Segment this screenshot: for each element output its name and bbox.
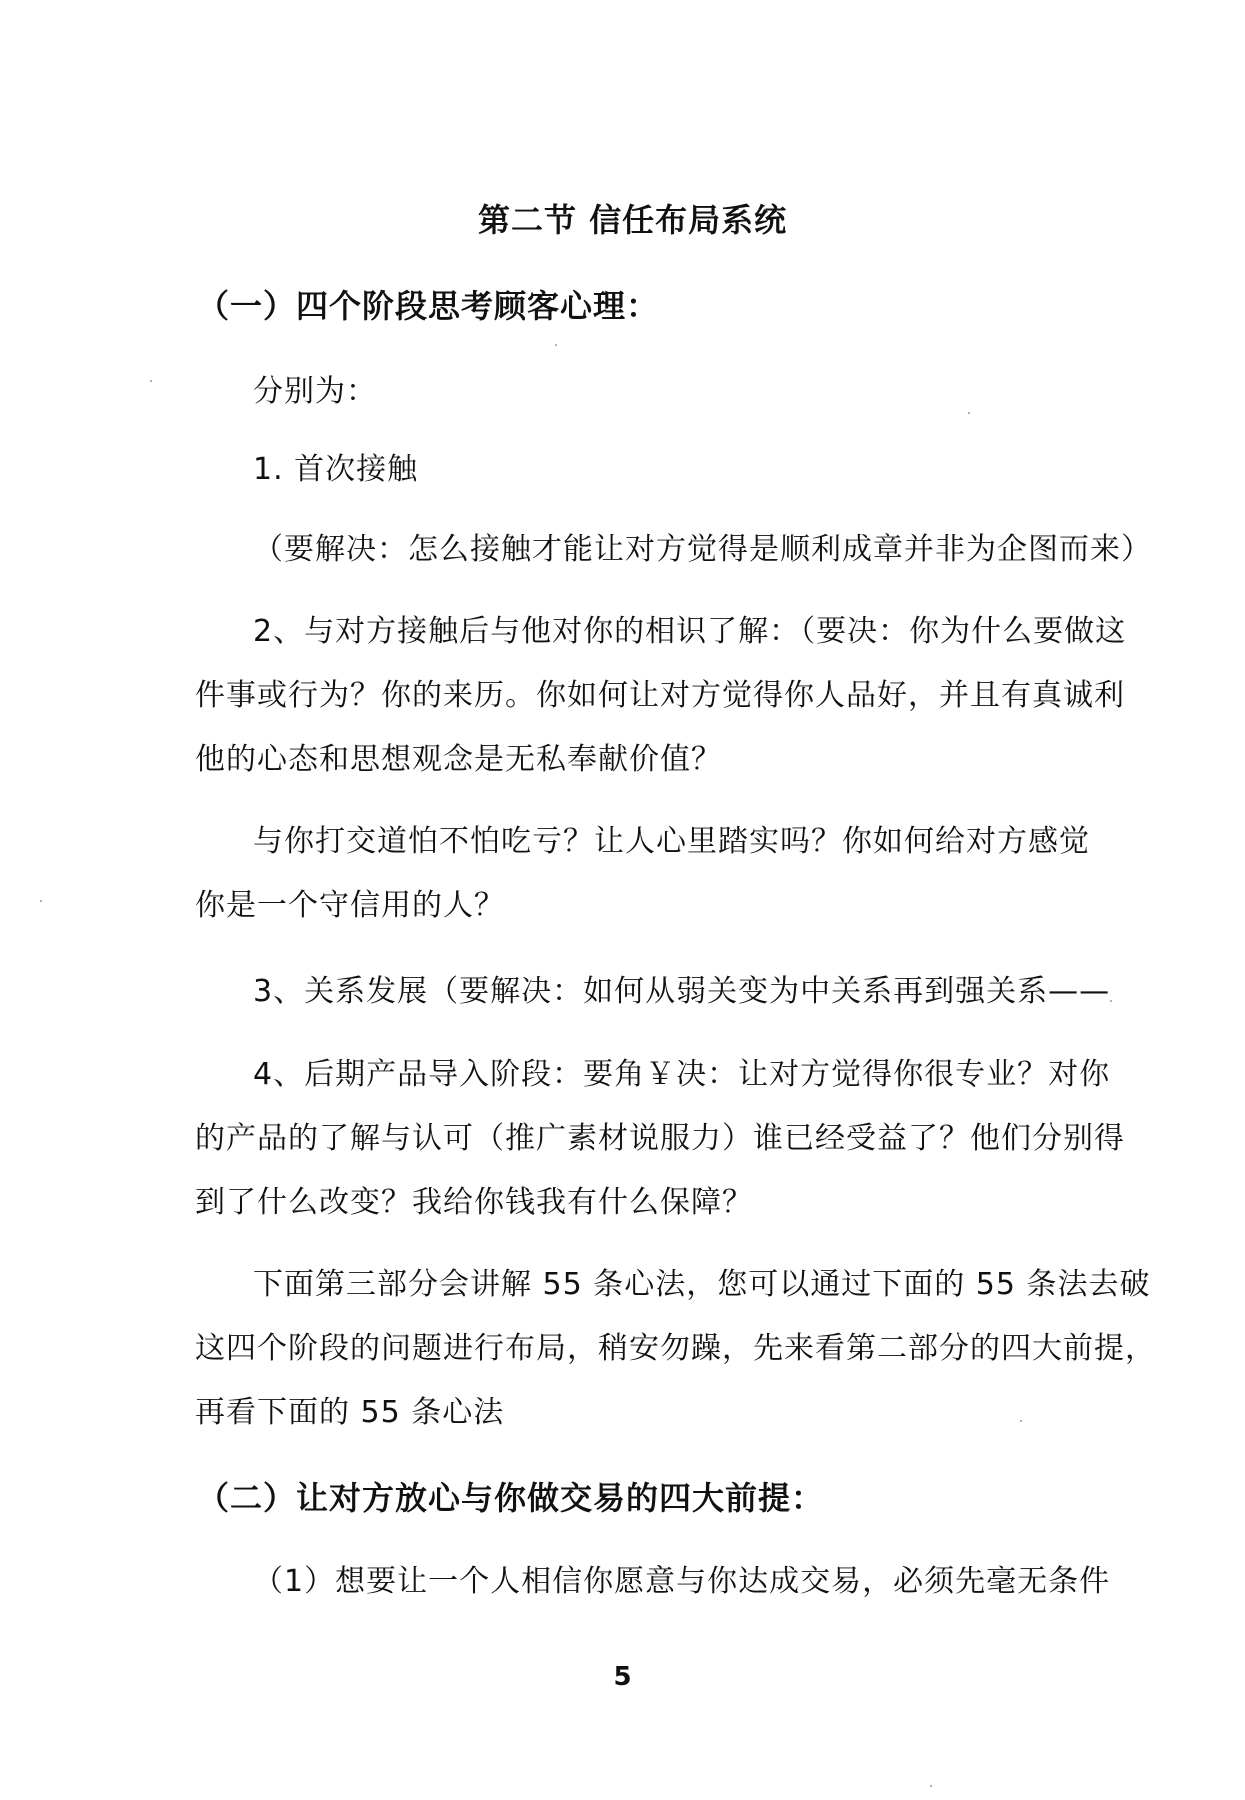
item2b-line2: 你是一个守信用的人？ [195,888,505,923]
item2-line2: 件事或行为？你的来历。你如何让对方觉得你人品好，并且有真诚利 [195,678,1125,713]
scan-speck [968,412,970,414]
scan-speck [555,344,557,346]
item4-line1: 4、后期产品导入阶段：要角￥决：让对方觉得你很专业？对你 [253,1057,1111,1092]
section-title: 第二节 信任布局系统 [478,201,788,239]
heading-four-premises: （二）让对方放心与你做交易的四大前提： [197,1479,825,1517]
item1-note: （要解决：怎么接触才能让对方觉得是顺利成章并非为企图而来） [253,532,1152,567]
heading-four-stages: （一）四个阶段思考顾客心理： [197,287,660,325]
item3-text: 3、关系发展（要解决：如何从弱关变为中关系再到强关系—— [253,974,1111,1009]
item2-line1: 2、与对方接触后与他对你的相识了解：（要决：你为什么要做这 [253,614,1127,649]
premise1-text: （1）想要让一个人相信你愿意与你达成交易，必须先毫无条件 [253,1564,1111,1599]
note-line1: 下面第三部分会讲解 55 条心法，您可以通过下面的 55 条法去破 [253,1267,1151,1302]
intro-text: 分别为： [253,374,377,409]
scan-speck [930,1785,932,1787]
page-number: 5 [613,1662,632,1692]
item2b-line1: 与你打交道怕不怕吃亏？让人心里踏实吗？你如何给对方感觉 [253,824,1090,859]
item4-line2: 的产品的了解与认可（推广素材说服力）谁已经受益了？他们分别得 [195,1121,1125,1156]
item1-title: 1. 首次接触 [253,452,419,487]
scan-speck [150,380,152,382]
note-line3: 再看下面的 55 条心法 [195,1395,505,1430]
scan-speck [1110,1000,1112,1002]
item4-line3: 到了什么改变？我给你钱我有什么保障？ [195,1185,753,1220]
scan-speck [1020,1420,1022,1422]
note-line2: 这四个阶段的问题进行布局，稍安勿躁，先来看第二部分的四大前提， [195,1331,1156,1366]
scan-speck [40,900,42,902]
item2-line3: 他的心态和思想观念是无私奉献价值？ [195,742,722,777]
